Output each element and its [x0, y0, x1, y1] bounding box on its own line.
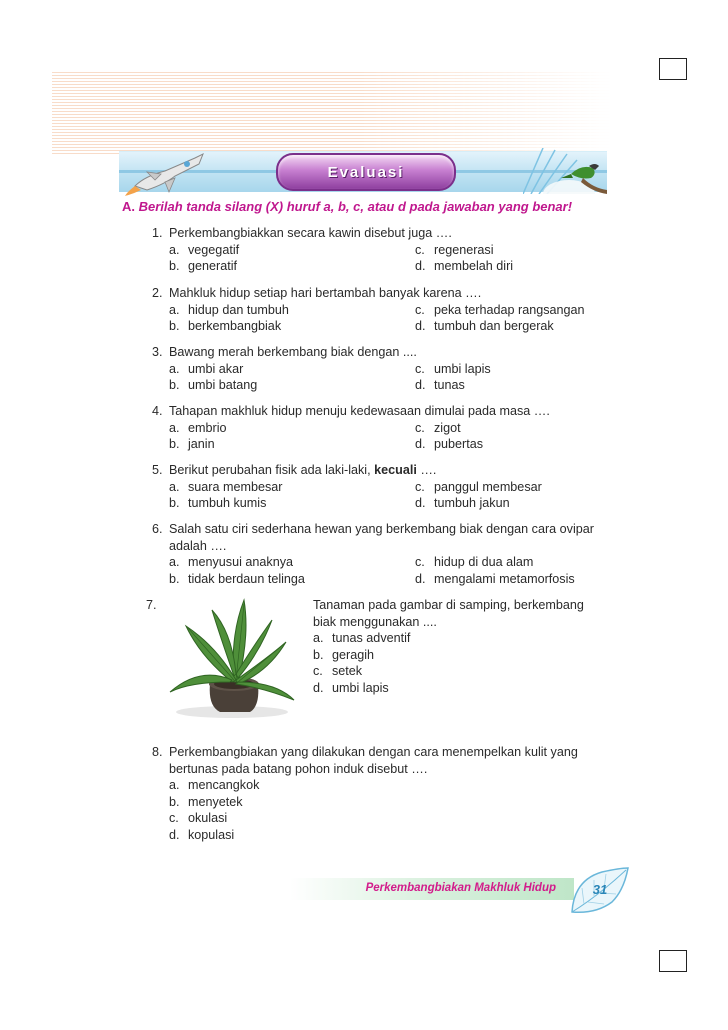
question-stem: Tahapan makhluk hidup menuju kedewasaan dimulai pada masa ….: [169, 404, 550, 418]
option-d[interactable]: d. tumbuh dan bergerak: [415, 319, 554, 333]
option-b[interactable]: b. janin: [169, 437, 215, 451]
option-d[interactable]: d. tumbuh jakun: [415, 496, 510, 510]
rocket-icon: [125, 146, 215, 196]
option-b[interactable]: b. generatif: [169, 259, 238, 273]
question-number: 1.: [152, 226, 163, 240]
question-number: 5.: [152, 463, 163, 477]
question-stem-emphasis: kecuali: [374, 463, 417, 477]
option-b[interactable]: b. umbi batang: [169, 378, 258, 392]
question-stem: Mahkluk hidup setiap hari bertambah banyak karena ….: [169, 286, 482, 300]
question-6: [152, 521, 622, 587]
question-stem-line-2: adalah ….: [169, 538, 227, 553]
question-number: 8.: [152, 745, 163, 759]
option-a[interactable]: a. suara membesar: [169, 479, 283, 494]
option-c[interactable]: c. panggul membesar: [415, 479, 542, 494]
question-stem: Bawang merah berkembang biak dengan ....: [169, 345, 417, 359]
option-b[interactable]: b. tidak berdaun telinga: [169, 571, 305, 586]
option-a[interactable]: a. embrio: [169, 420, 227, 435]
option-d[interactable]: d. umbi lapis: [313, 680, 389, 695]
option-c[interactable]: c. okulasi: [169, 811, 228, 825]
option-b[interactable]: b. tumbuh kumis: [169, 496, 267, 510]
question-number: 4.: [152, 404, 163, 418]
option-c[interactable]: c. umbi lapis: [415, 361, 491, 376]
option-a[interactable]: a. vegegatif: [169, 242, 240, 257]
question-stem: Berikut perubahan fisik ada laki-laki,: [169, 463, 371, 477]
option-c[interactable]: c. regenerasi: [415, 242, 494, 257]
option-a[interactable]: a. mencangkok: [169, 778, 260, 792]
crop-mark-top: [659, 58, 687, 80]
question-number: 2.: [152, 286, 163, 300]
option-a[interactable]: a. tunas adventif: [313, 631, 411, 645]
section-title: Evaluasi: [327, 163, 405, 181]
question-1: [152, 225, 622, 275]
option-a[interactable]: a. hidup dan tumbuh: [169, 302, 289, 317]
question-stem-line-2: bertunas pada batang pohon induk disebut ….: [169, 761, 428, 776]
question-stem: Salah satu ciri sederhana hewan yang berkembang biak dengan cara ovipar: [169, 522, 594, 536]
question-7-number: 7.: [146, 598, 157, 612]
option-b[interactable]: b. berkembangbiak: [169, 319, 282, 333]
crop-mark-bottom: [659, 950, 687, 972]
section-letter: A.: [122, 199, 135, 214]
option-d[interactable]: d. mengalami metamorfosis: [415, 571, 575, 586]
question-stem-line-2: biak menggunakan ....: [313, 614, 437, 629]
instruction: [122, 199, 622, 214]
option-d[interactable]: d. pubertas: [415, 437, 484, 451]
option-c[interactable]: c. peka terhadap rangsangan: [415, 302, 585, 317]
potted-plant-image: [160, 596, 300, 720]
instruction-text: Berilah tanda silang (X) huruf a, b, c, atau d pada jawaban yang benar!: [138, 199, 573, 214]
option-b[interactable]: b. geragih: [313, 647, 375, 662]
option-c[interactable]: c. hidup di dua alam: [415, 555, 534, 569]
question-5: [152, 462, 622, 512]
question-stem: Tanaman pada gambar di samping, berkembang: [313, 598, 584, 612]
option-d[interactable]: d. kopulasi: [169, 827, 235, 842]
decorative-hatch: [52, 72, 612, 154]
question-stem: Perkembangbiakkan secara kawin disebut juga ….: [169, 226, 452, 240]
question-4: [152, 403, 622, 453]
question-8: [152, 744, 622, 843]
question-stem-tail: ….: [420, 463, 437, 477]
question-stem: Perkembangbiakan yang dilakukan dengan cara menempelkan kulit yang: [169, 745, 578, 759]
option-d[interactable]: d. membelah diri: [415, 259, 514, 273]
question-2: [152, 285, 622, 335]
page-number: 31: [592, 882, 608, 897]
question-3: [152, 344, 622, 394]
option-c[interactable]: c. zigot: [415, 420, 461, 435]
option-a[interactable]: a. umbi akar: [169, 361, 244, 376]
question-7: [313, 597, 623, 696]
option-c[interactable]: c. setek: [313, 664, 363, 678]
option-d[interactable]: d. tunas: [415, 378, 465, 392]
option-a[interactable]: a. menyusui anaknya: [169, 555, 294, 569]
footer-chapter-title: Perkembangbiakan Makhluk Hidup: [365, 882, 556, 894]
question-number: 3.: [152, 345, 163, 359]
question-number: 6.: [152, 522, 163, 536]
option-b[interactable]: b. menyetek: [169, 794, 243, 809]
evaluasi-title-pill: [276, 153, 456, 191]
bird-icon: [523, 148, 607, 194]
